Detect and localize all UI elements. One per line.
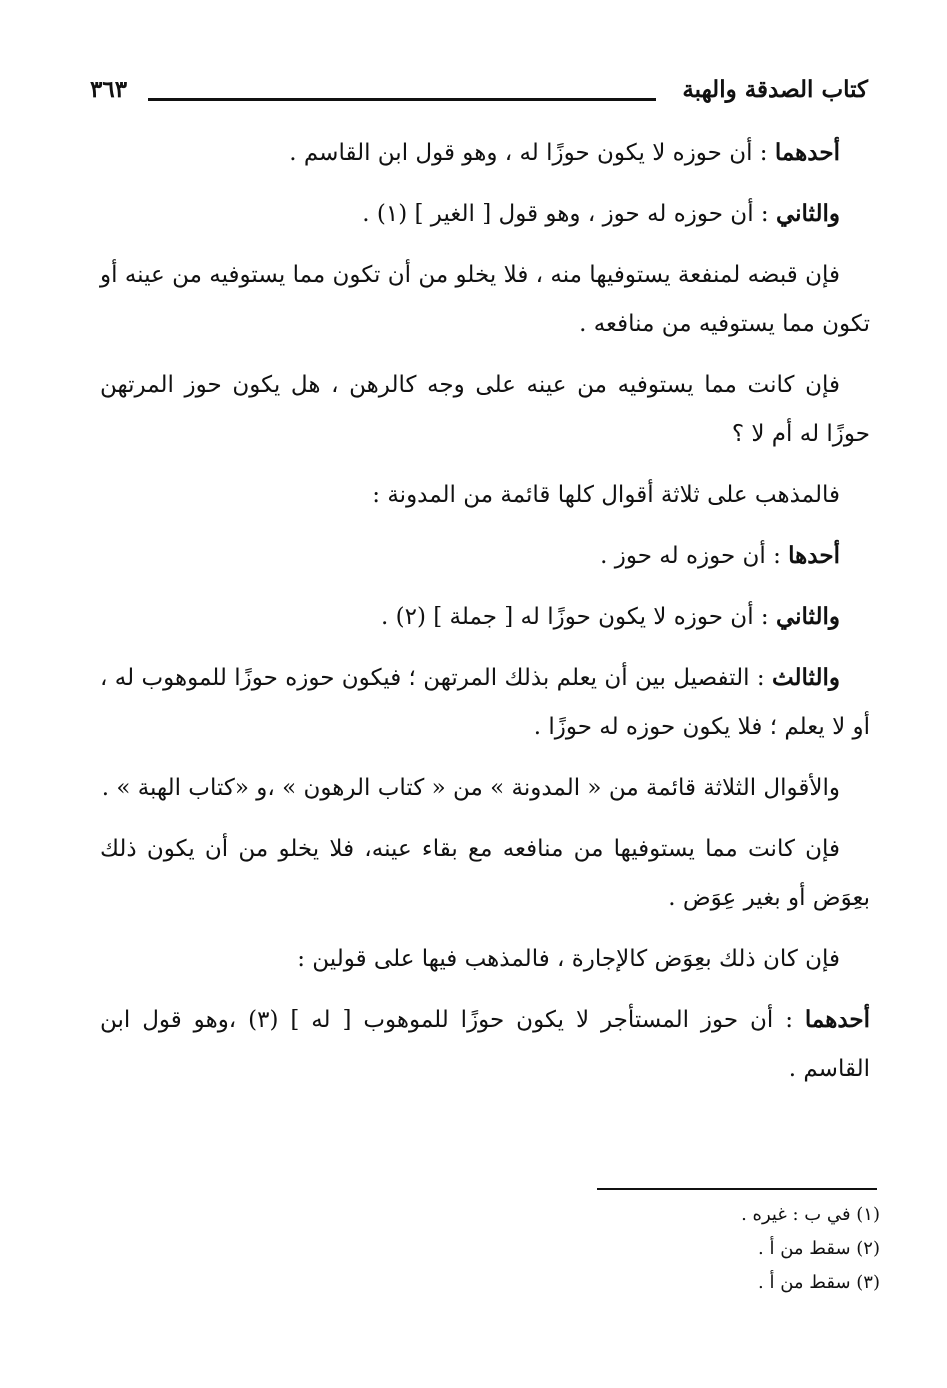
running-title: كتاب الصدقة والهبة	[682, 76, 868, 103]
paragraph-lead: والثالث	[771, 664, 840, 691]
paragraph	[100, 470, 870, 520]
paragraph-text: فإن كانت مما يستوفيها من منافعه مع بقاء عينه، فلا يخلو من أن يكون ذلك بعِوَض أو بغير عِوَض .	[100, 836, 870, 911]
paragraph	[100, 250, 870, 349]
paragraph-text: فإن قبضه لمنفعة يستوفيها منه ، فلا يخلو من أن تكون مما يستوفيه من عينه أو تكون مما يستوفيه من منافعه .	[100, 262, 870, 337]
paragraph-text: : أن حوزه لا يكون حوزًا له ، وهو قول ابن القاسم .	[289, 140, 768, 166]
paragraph	[100, 531, 870, 581]
paragraph-lead: والثاني	[775, 603, 840, 630]
paragraph	[100, 189, 870, 239]
footnote-rule	[597, 1188, 877, 1190]
paragraph	[100, 592, 870, 642]
page-header	[90, 76, 868, 116]
paragraph-lead: أحدهما	[804, 1006, 871, 1033]
paragraph	[100, 995, 870, 1094]
paragraph-text: فالمذهب على ثلاثة أقوال كلها قائمة من المدونة :	[372, 482, 840, 508]
paragraph-lead: أحدهما	[774, 139, 840, 166]
paragraph-text: فإن كان ذلك بعِوَض كالإجارة ، فالمذهب فيها على قولين :	[297, 946, 840, 972]
paragraph-text: : التفصيل بين أن يعلم بذلك المرتهن ؛ فيكون حوزه حوزًا للموهوب له ، أو لا يعلم ؛ فلا يكون حوزه له حوزًا .	[100, 665, 870, 740]
footnote: (٣) سقط من أ .	[758, 1272, 880, 1293]
paragraph-text: فإن كانت مما يستوفيه من عينه على وجه كالرهن ، هل يكون حوز المرتهن حوزًا له أم لا ؟	[100, 372, 870, 447]
paragraph-text: : أن حوزه له حوز .	[600, 543, 781, 569]
paragraph-text: : أن حوزه لا يكون حوزًا له [ جملة ] (٢) .	[380, 604, 769, 630]
footnote: (٢) سقط من أ .	[758, 1238, 880, 1259]
paragraph	[100, 934, 870, 984]
footnote: (١) في ب : غيره .	[741, 1204, 880, 1225]
footnotes	[560, 1198, 880, 1300]
paragraph	[100, 824, 870, 923]
paragraph-lead: أحدها	[788, 542, 840, 569]
paragraph	[100, 653, 870, 752]
paragraph-lead: والثاني	[775, 200, 840, 227]
paragraph-text: : أن حوزه له حوز ، وهو قول [ الغير ] (١) .	[362, 201, 769, 227]
main-text	[100, 128, 870, 1105]
paragraph-text: : أن حوز المستأجر لا يكون حوزًا للموهوب [ له ] (٣) ،وهو قول ابن القاسم .	[100, 1007, 870, 1082]
paragraph	[100, 763, 870, 813]
page-number: ٣٦٣	[90, 76, 128, 103]
paragraph	[100, 360, 870, 459]
paragraph	[100, 128, 870, 178]
header-rule	[148, 98, 656, 101]
paragraph-text: والأقوال الثلاثة قائمة من « المدونة » من « كتاب الرهون » ،و «كتاب الهبة » .	[101, 775, 840, 801]
